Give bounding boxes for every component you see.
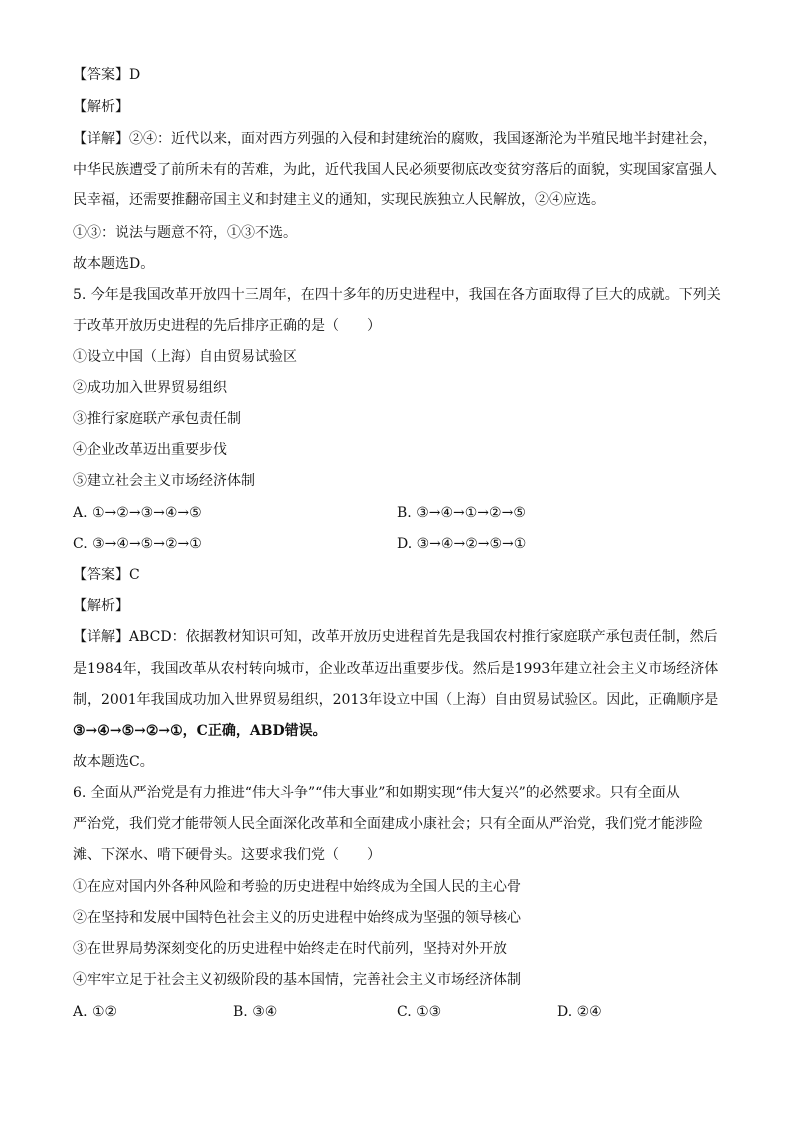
q6-item-2: ②在坚持和发展中国特色社会主义的历史进程中始终成为坚强的领导核心 (73, 910, 521, 926)
q5-item-1: ①设立中国（上海）自由贸易试验区 (73, 349, 297, 365)
q6-item-3: ③在世界局势深刻变化的历史进程中始终走在时代前列，坚持对外开放 (73, 941, 507, 957)
q6-option-a: A. ①② (73, 1004, 118, 1020)
q6-item-4: ④牢牢立足于社会主义初级阶段的基本国情，完善社会主义市场经济体制 (73, 972, 521, 988)
q5-stem-line-2: 于改革开放历史进程的先后排序正确的是（ ） (73, 318, 381, 334)
q6-stem-line-1: 6. 全面从严治党是有力推进“伟大斗争”“伟大事业”和如期实现“伟大复兴”的必然要求。只有全面从 (73, 785, 680, 801)
q5-option-c: C. ③→④→⑤→②→① (73, 536, 202, 552)
q4-conclusion: 故本题选D。 (73, 256, 155, 272)
q6-option-b: B. ③④ (233, 1004, 278, 1020)
q5-item-5: ⑤建立社会主义市场经济体制 (73, 473, 255, 489)
q6-stem-line-2: 严治党，我们党才能带领人民全面深化改革和全面建成小康社会；只有全面从严治党，我们党才能涉险 (73, 816, 703, 832)
q6-option-c: C. ①③ (397, 1004, 442, 1020)
q4-detail-line-1: 【详解】②④：近代以来，面对西方列强的入侵和封建统治的腐败，我国逐渐沦为半殖民地半封建社会， (73, 131, 717, 147)
q5-option-d: D. ③→④→②→⑤→① (397, 536, 527, 552)
q6-stem-line-3: 滩、下深水、啃下硬骨头。这要求我们党（ ） (73, 847, 381, 863)
q5-option-b: B. ③→④→①→②→⑤ (397, 505, 526, 521)
q5-stem-line-1: 5. 今年是我国改革开放四十三周年，在四十多年的历史进程中，我国在各方面取得了巨大的成就。下列关 (73, 287, 721, 303)
q5-analysis-label: 【解析】 (73, 598, 129, 614)
q5-option-a: A. ①→②→③→④→⑤ (73, 505, 202, 521)
q5-item-4: ④企业改革迈出重要步伐 (73, 442, 227, 458)
q5-detail-line-4: ③→④→⑤→②→①，C正确，ABD错误。 (73, 723, 327, 739)
q4-detail-line-3: 民幸福，还需要推翻帝国主义和封建主义的通知，实现民族独立人民解放，②④应选。 (73, 192, 605, 208)
q5-conclusion: 故本题选C。 (73, 754, 154, 770)
q5-detail-line-3: 制，2001年我国成功加入世界贸易组织，2013年设立中国（上海）自由贸易试验区。因此，正确顺序是 (73, 692, 719, 708)
q5-item-3: ③推行家庭联产承包责任制 (73, 411, 241, 427)
q5-detail-line-2: 是1984年，我国改革从农村转向城市，企业改革迈出重要步伐。然后是1993年建立社会主义市场经济体 (73, 661, 719, 677)
q4-detail-line-2: 中华民族遭受了前所未有的苦难，为此，近代我国人民必须要彻底改变贫穷落后的面貌，实现国家富强人 (73, 162, 717, 178)
q6-item-1: ①在应对国内外各种风险和考验的历史进程中始终成为全国人民的主心骨 (73, 879, 521, 895)
q4-answer: 【答案】D (73, 67, 141, 83)
q6-option-d: D. ②④ (557, 1004, 602, 1020)
q5-answer: 【答案】C (73, 567, 140, 583)
q5-item-2: ②成功加入世界贸易组织 (73, 380, 227, 396)
q5-detail-line-1: 【详解】ABCD：依据教材知识可知，改革开放历史进程首先是我国农村推行家庭联产承包责任制，然后 (73, 629, 718, 645)
q4-analysis-label: 【解析】 (73, 99, 129, 115)
q4-note: ①③：说法与题意不符，①③不选。 (73, 225, 297, 241)
